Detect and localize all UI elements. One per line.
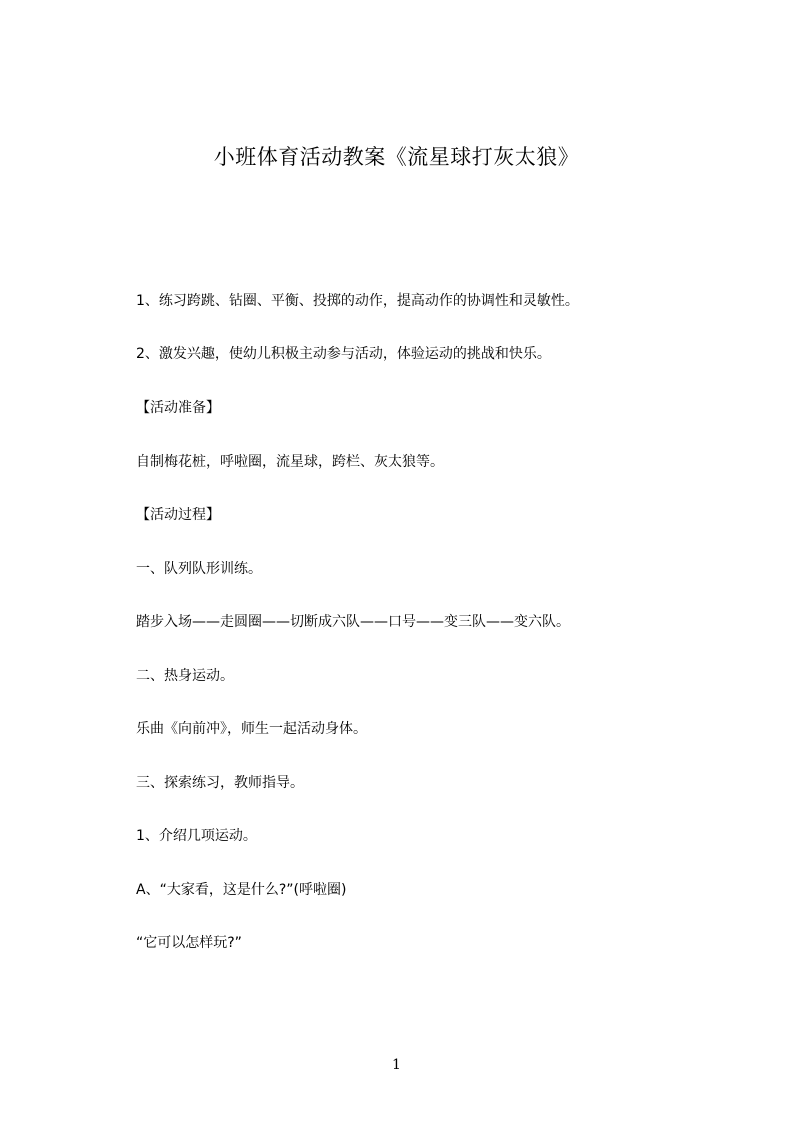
dialogue-line-2: “它可以怎样玩?” [136, 935, 242, 951]
process-step-1-detail: 踏步入场——走圆圈——切断成六队——口号——变三队——变六队。 [136, 614, 570, 630]
page-number: 1 [392, 1057, 401, 1073]
process-step-3-heading: 三、探索练习，教师指导。 [136, 775, 304, 791]
section-heading-process: 【活动过程】 [136, 507, 220, 523]
process-step-2-detail: 乐曲《向前冲》，师生一起活动身体。 [136, 721, 367, 737]
dialogue-line-1: A、“大家看，这是什么?”(呼啦圈) [136, 882, 347, 898]
objective-line-2: 2、激发兴趣，使幼儿积极主动参与活动，体验运动的挑战和快乐。 [136, 346, 551, 362]
preparation-materials: 自制梅花桩，呼啦圈，流星球，跨栏、灰太狼等。 [136, 454, 444, 470]
process-step-2-heading: 二、热身运动。 [136, 668, 234, 684]
process-step-3-subheading: 1、介绍几项运动。 [136, 828, 257, 844]
document-title: 小班体育活动教案《流星球打灰太狼》 [213, 145, 580, 169]
objective-line-1: 1、练习跨跳、钻圈、平衡、投掷的动作，提高动作的协调性和灵敏性。 [136, 293, 579, 309]
process-step-1-heading: 一、队列队形训练。 [136, 561, 262, 577]
section-heading-preparation: 【活动准备】 [136, 400, 220, 416]
